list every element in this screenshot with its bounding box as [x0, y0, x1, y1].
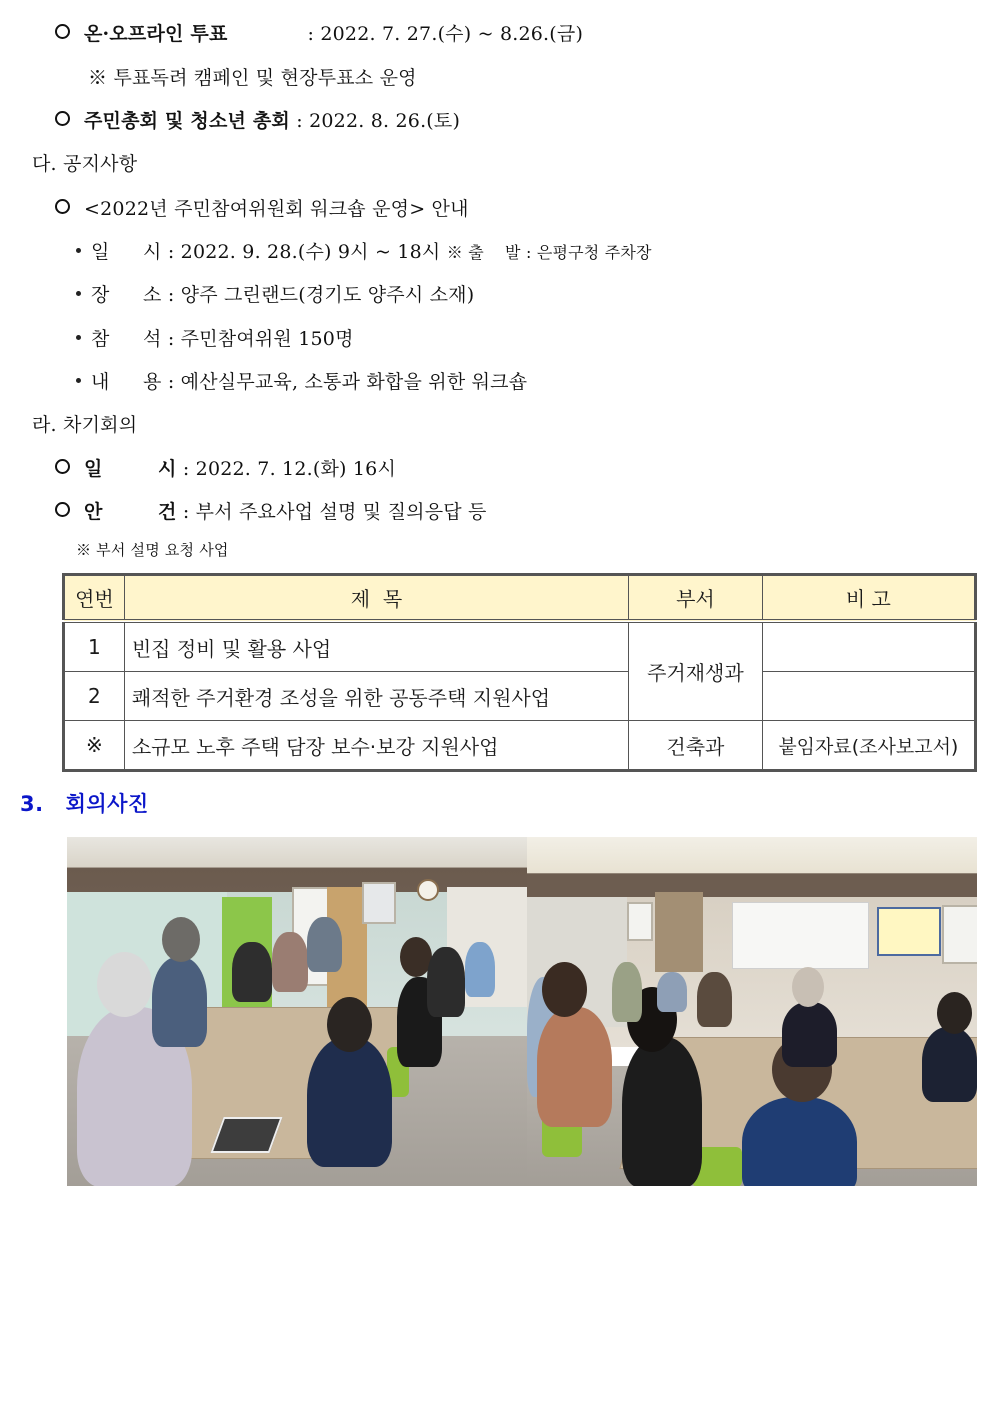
cell-remark — [762, 621, 975, 672]
section-title: 회의사진 — [65, 792, 149, 816]
next-meeting-heading: 라. 차기회의 — [32, 414, 138, 436]
circle-bullet-icon — [55, 199, 70, 214]
meeting-photo-2 — [527, 837, 977, 1186]
notice-title — [55, 197, 469, 221]
dot-bullet-icon — [76, 335, 81, 340]
next-meeting-date: 일 시 : 2022. 7. 12.(화) 16시 — [55, 457, 396, 481]
notice-title-text: <2022년 주민참여위원회 워크숍 운영> 안내 — [84, 198, 469, 220]
cell-title: 쾌적한 주거환경 조성을 위한 공동주택 지원사업 — [124, 672, 628, 721]
circle-bullet-icon — [55, 502, 70, 517]
dot-bullet-icon — [76, 248, 81, 253]
notice-heading: 다. 공지사항 — [32, 153, 138, 175]
circle-bullet-icon — [55, 24, 70, 39]
circle-bullet-icon — [55, 111, 70, 126]
cell-remark — [762, 672, 975, 721]
next-meeting-agenda: 안 건 : 부서 주요사업 설명 및 질의응답 등 — [55, 500, 487, 524]
voting-value: : 2022. 7. 27.(수) ~ 8.26.(금) — [307, 23, 584, 45]
circle-bullet-icon — [55, 459, 70, 474]
section-meeting-photos-heading — [20, 788, 149, 818]
general-meeting-value: : 2022. 8. 26.(토) — [296, 110, 461, 132]
table-row — [64, 721, 976, 771]
department-request-note: ※ 부서 설명 요청 사업 — [76, 541, 229, 559]
cell-title: 빈집 정비 및 활용 사업 — [124, 621, 628, 672]
department-projects-table — [62, 573, 977, 772]
notice-item-date: 일 시 : 2022. 9. 28.(수) 9시 ~ 18시 ※ 출 발 : 은평구청 주차장 — [76, 240, 652, 265]
notice-item-attendees: 참 석 : 주민참여위원 150명 — [76, 327, 354, 351]
notice-item-place: 장 소 : 양주 그린랜드(경기도 양주시 소재) — [76, 283, 474, 307]
section-number: 3. — [20, 792, 44, 816]
table-row — [64, 672, 976, 721]
header-no: 연번 — [64, 575, 125, 622]
cell-dept: 주거재생과 — [629, 621, 763, 721]
cell-remark: 붙임자료(조사보고서) — [762, 721, 975, 771]
general-meeting — [55, 109, 460, 133]
departure-note: ※ 출 발 : 은평구청 주차장 — [446, 243, 652, 262]
cell-dept: 건축과 — [629, 721, 763, 771]
notice-item-content: 내 용 : 예산실무교육, 소통과 화합을 위한 워크숍 — [76, 370, 527, 394]
cell-no: ※ — [64, 721, 125, 771]
header-dept: 부서 — [629, 575, 763, 622]
table-row — [64, 621, 976, 672]
voting-label: 온·오프라인 투표 — [84, 23, 228, 45]
cell-no: 2 — [64, 672, 125, 721]
meeting-photo-1 — [67, 837, 527, 1186]
voting-note: ※ 투표독려 캠페인 및 현장투표소 운영 — [88, 67, 417, 89]
dot-bullet-icon — [76, 378, 81, 383]
general-meeting-label: 주민총회 및 청소년 총회 — [84, 110, 290, 132]
voting-online-offline — [55, 22, 583, 46]
cell-no: 1 — [64, 621, 125, 672]
dot-bullet-icon — [76, 291, 81, 296]
table-header-row — [64, 575, 976, 622]
header-remark: 비 고 — [762, 575, 975, 622]
header-title: 제 목 — [124, 575, 628, 622]
cell-title: 소규모 노후 주택 담장 보수·보강 지원사업 — [124, 721, 628, 771]
